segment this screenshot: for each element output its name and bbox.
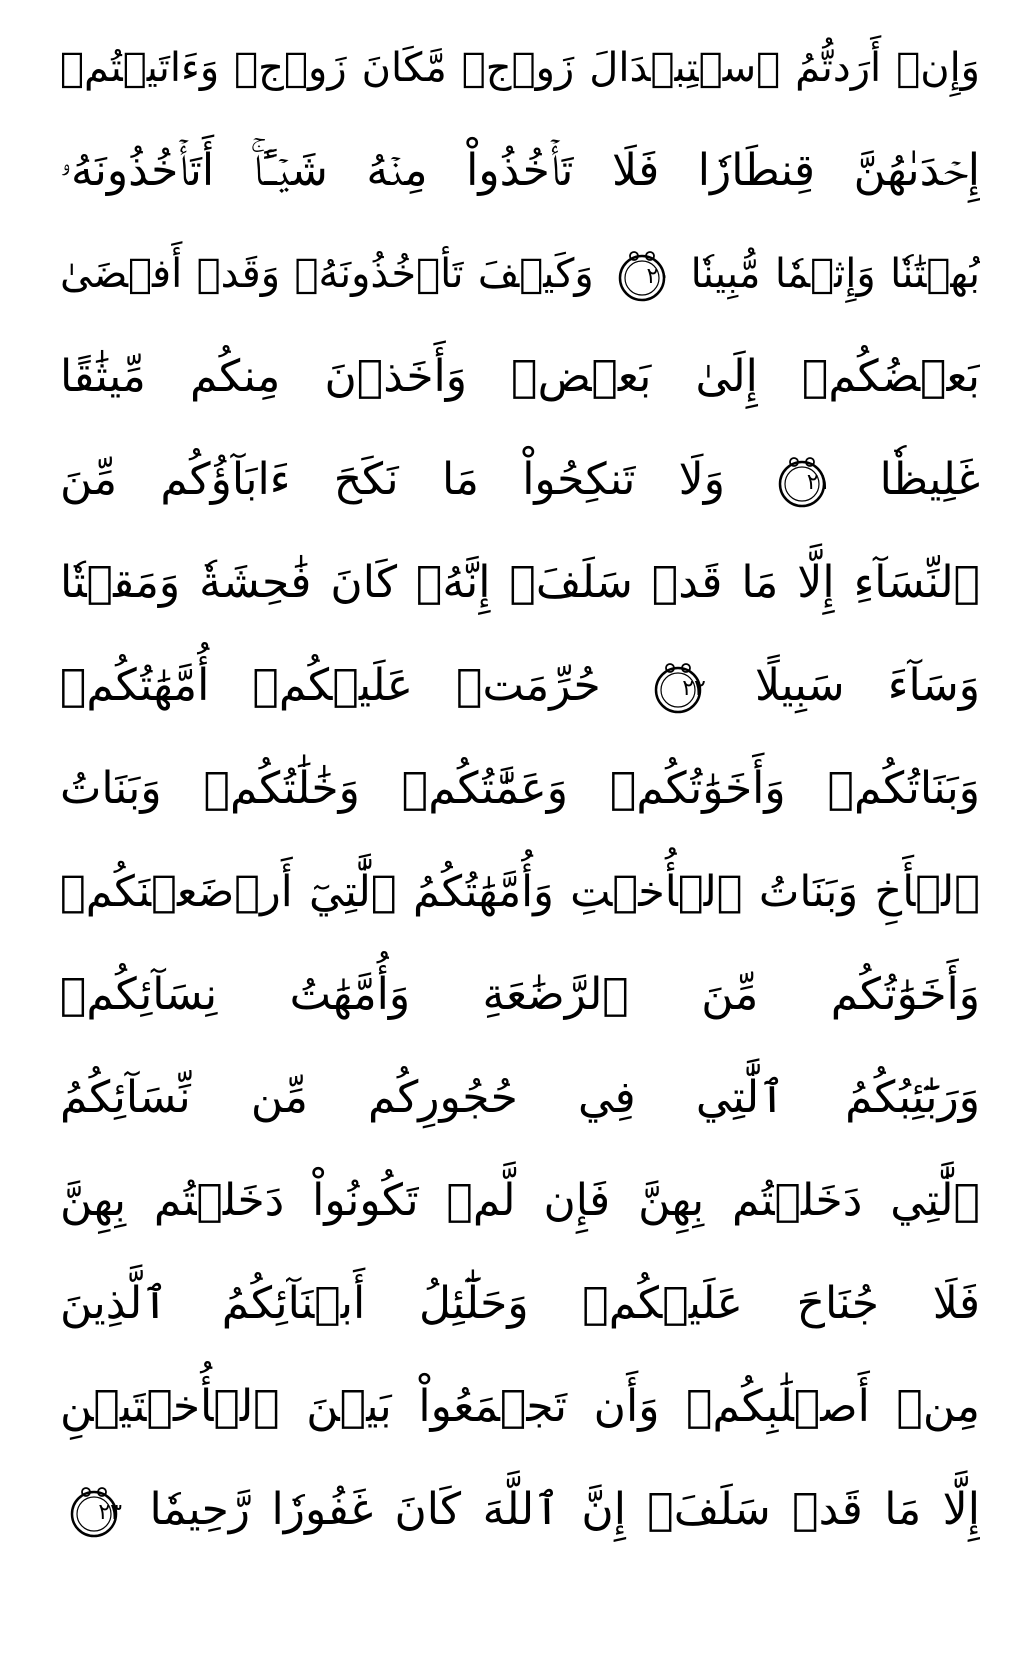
verse-text: ٱلَّٰتِي دَخَلۡتُم بِهِنَّ فَإِن لَّمۡ تَكُونُواْ دَخَلۡتُم بِهِنَّ: [60, 1175, 980, 1226]
verse-text: ٱلۡأَخِ وَبَنَاتُ ٱلۡأُخۡتِ وَأُمَّهَٰتُكُمُ ٱلَّٰتِيٓ أَرۡضَعۡنَكُمۡ: [60, 867, 980, 917]
verse-text: بُهۡتَٰنٗا وَإِثۡمٗا مُّبِينٗا: [690, 251, 980, 297]
verse-line: [60, 20, 980, 116]
ayah-number-marker: [614, 248, 670, 304]
verse-text: وَسَآءَ سَبِيلًا: [754, 660, 980, 711]
verse-line: [60, 432, 980, 528]
verse-line: [60, 638, 980, 734]
ayah-number: ٢٣: [98, 1500, 122, 1525]
verse-text: مِنۡ أَصۡلَٰبِكُمۡ وَأَن تَجۡمَعُواْ بَيۡنَ ٱلۡأُخۡتَيۡنِ: [60, 1381, 980, 1432]
verse-line: [60, 1256, 980, 1352]
verse-text: ٱلنِّسَآءِ إِلَّا مَا قَدۡ سَلَفَۚ إِنَّهُۥ كَانَ فَٰحِشَةٗ وَمَقۡتٗا: [60, 557, 980, 608]
verse-line: [60, 1462, 980, 1558]
verse-text: وَأَخَوَٰتُكُم مِّنَ ٱلرَّضَٰعَةِ وَأُمَّهَٰتُ نِسَآئِكُمۡ: [60, 969, 980, 1020]
ayah-number-marker: [66, 1484, 122, 1540]
ayah-number-marker: [650, 660, 706, 716]
verse-text: بَعۡضُكُمۡ إِلَىٰ بَعۡضٖ وَأَخَذۡنَ مِنكُم مِّيثَٰقًا: [60, 351, 980, 402]
verse-text: غَلِيظٗا: [879, 454, 980, 505]
verse-line: [60, 123, 980, 219]
verse-line: [60, 947, 980, 1043]
verse-line: [60, 741, 980, 837]
verse-text: وَلَا تَنكِحُواْ مَا نَكَحَ ءَابَآؤُكُم مِّنَ: [60, 454, 726, 505]
ayah-number: ٢١: [806, 470, 831, 495]
verse-text: فَلَا جُنَاحَ عَلَيۡكُمۡ وَحَلَٰٓئِلُ أَبۡنَآئِكُمُ ٱلَّذِينَ: [60, 1278, 980, 1329]
verse-line: [60, 535, 980, 631]
verse-line: [60, 1359, 980, 1455]
verse-text: وَإِنۡ أَرَدتُّمُ ٱسۡتِبۡدَالَ زَوۡجٖ مَّكَانَ زَوۡجٖ وَءَاتَيۡتُمۡ: [60, 45, 980, 91]
verse-text: حُرِّمَتۡ عَلَيۡكُمۡ أُمَّهَٰتُكُمۡ: [60, 660, 601, 711]
verse-line: [60, 329, 980, 425]
verse-line: [60, 226, 980, 322]
ayah-number: ٢٠: [646, 264, 671, 289]
verse-text: وَكَيۡفَ تَأۡخُذُونَهُۥ وَقَدۡ أَفۡضَىٰ: [60, 251, 594, 297]
verse-text: وَرَبَٰٓئِبُكُمُ ٱلَّٰتِي فِي حُجُورِكُم مِّن نِّسَآئِكُمُ: [60, 1072, 980, 1123]
verse-line: [60, 844, 980, 940]
ayah-number-marker: [774, 454, 830, 510]
verse-text: إِحۡدَىٰهُنَّ قِنطَارٗا فَلَا تَأۡخُذُواْ مِنۡهُ شَيۡـًٔاۚ أَتَأۡخُذُونَهُۥ: [60, 145, 980, 196]
verse-text: إِلَّا مَا قَدۡ سَلَفَۗ إِنَّ ٱللَّهَ كَانَ غَفُورٗا رَّحِيمٗا: [149, 1484, 980, 1535]
verse-line: [60, 1153, 980, 1249]
verse-text: وَبَنَاتُكُمۡ وَأَخَوَٰتُكُمۡ وَعَمَّٰتُكُمۡ وَخَٰلَٰتُكُمۡ وَبَنَاتُ: [60, 763, 980, 814]
verse-line: [60, 1050, 980, 1146]
ayah-number: ٢٢: [682, 676, 706, 701]
